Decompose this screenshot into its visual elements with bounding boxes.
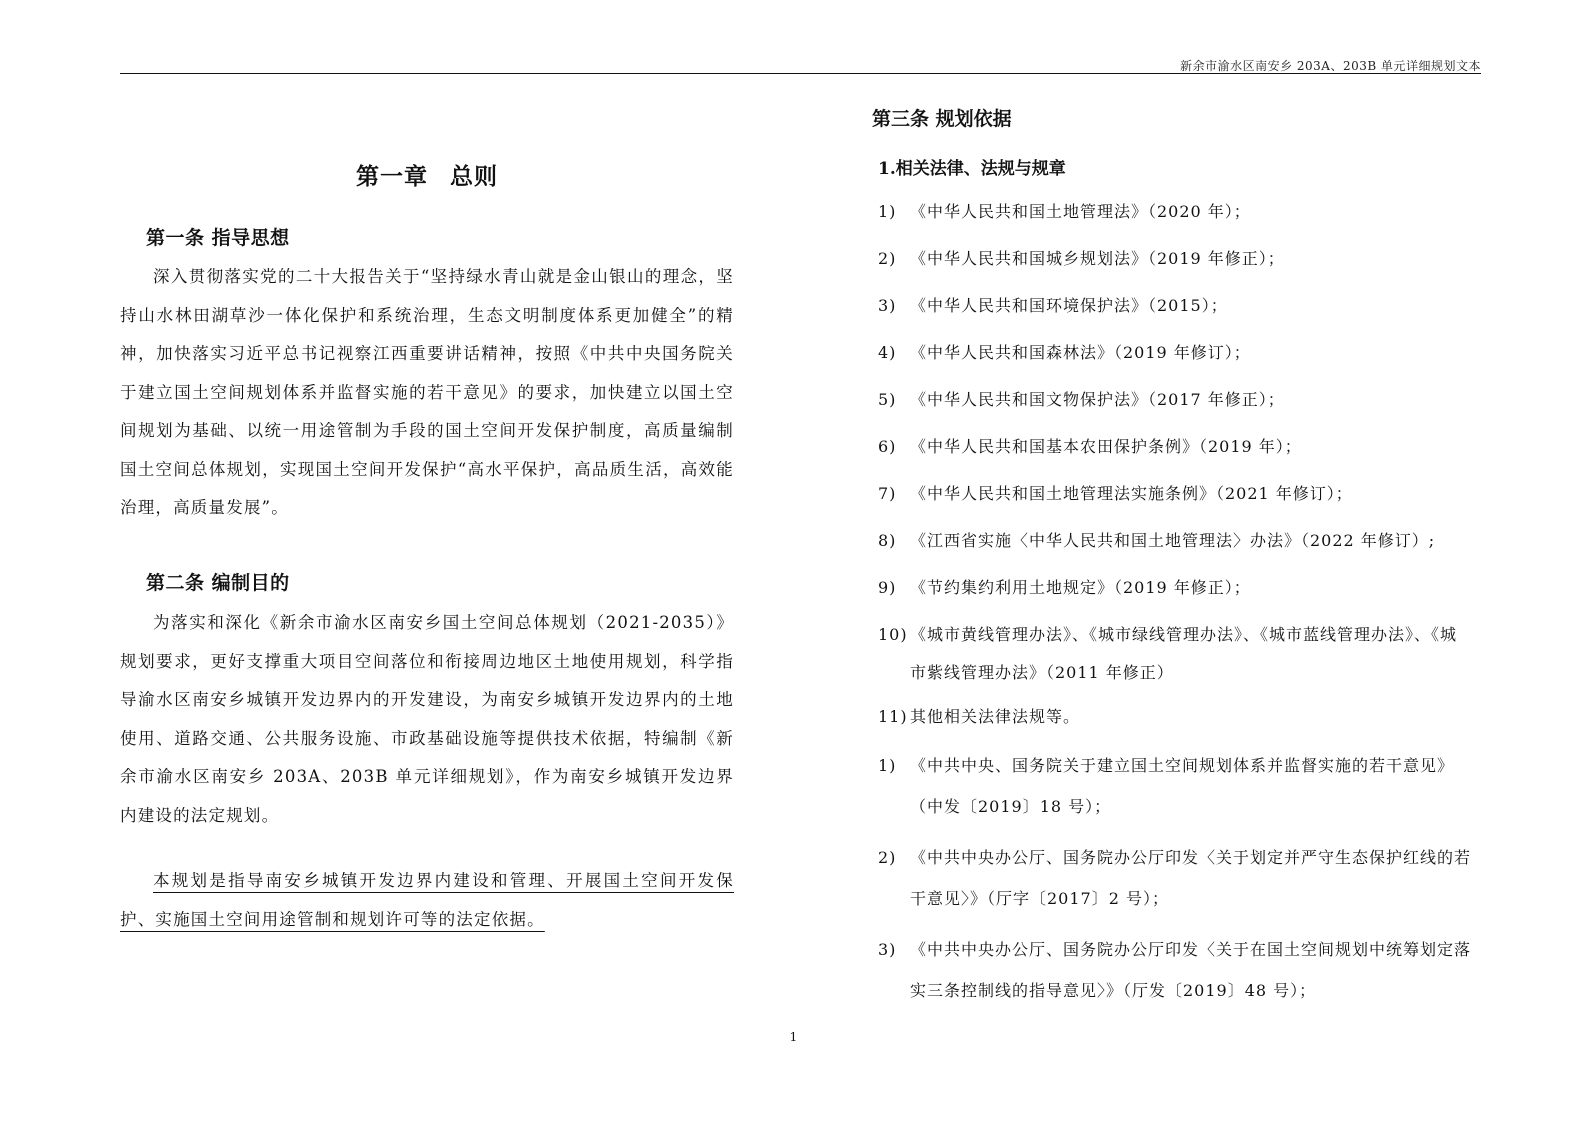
laws-subheading: 1.相关法律、法规与规章 [878,159,1066,179]
list-item: 11) 其他相关法律法规等。 [878,707,1081,726]
list-item: 7) 《中华人民共和国土地管理法实施条例》（2021 年修订）； [878,484,1353,503]
policies-list [872,745,1472,1011]
article-3-heading: 第三条 规划依据 [872,108,1012,130]
header-rule [120,73,1481,74]
list-item: 2) 《中华人民共和国城乡规划法》（2019 年修正）； [878,249,1285,268]
list-item: 3) 《中共中央办公厅、国务院办公厅印发〈关于在国土空间规划中统筹划定落实三条控制线的指导意见〉》（厅发〔2019〕48 号）； [878,940,1472,1000]
article-1-body: 深入贯彻落实党的二十大报告关于“坚持绿水青山就是金山银山的理念，坚持山水林田湖草沙一体化保护和系统治理，生态文明制度体系更加健全”的精神，加快落实习近平总书记视察江西重要讲话精神，按照《中共中央国务院关于建立国土空间规划体系并监督实施的若干意见》的要求，加快建立以国土空间规划为基础、以统一用途管制为手段的国土空间开发保护制度，高质量编制国土空间总体规划，实现国土空间开发保护“高水平保护，高品质生活，高效能治理，高质量发展”。 [120,267,734,517]
list-item: 1) 《中华人民共和国土地管理法》（2020 年）； [878,202,1251,221]
list-item: 6) 《中华人民共和国基本农田保护条例》（2019 年）； [878,437,1302,456]
page-number: 1 [789,1030,798,1044]
list-item: 9) 《节约集约利用土地规定》（2019 年修正）； [878,578,1251,597]
laws-list [872,193,1472,736]
list-item: 1) 《中共中央、国务院关于建立国土空间规划体系并监督实施的若干意见》（中发〔2019〕18 号）； [878,756,1455,816]
list-item: 10) 《城市黄线管理办法》、《城市绿线管理办法》、《城市蓝线管理办法》、《城市紫线管理办法》（2011 年修正） [878,625,1458,682]
article-1-heading: 第一条 指导思想 [146,227,290,249]
chapter-name: 总则 [450,163,498,190]
list-item: 3) 《中华人民共和国环境保护法》（2015）； [878,296,1228,315]
list-item: 8) 《江西省实施〈中华人民共和国土地管理法〉办法》（2022 年修订）; [878,531,1436,550]
article-2-heading: 第二条 编制目的 [146,572,290,594]
article-2-body: 为落实和深化《新余市渝水区南安乡国土空间总体规划（2021-2035）》规划要求，更好支撑重大项目空间落位和衔接周边地区土地使用规划，科学指导渝水区南安乡城镇开发边界内的开发建设，为南安乡城镇开发边界内的土地使用、道路交通、公共服务设施、市政基础设施等提供技术依据，特编制《新余市渝水区南安乡 203A、203B 单元详细规划》，作为南安乡城镇开发边界内建设的法定规划。 [120,613,734,825]
chapter-number: 第一章 [356,163,428,190]
chapter-title [120,158,734,191]
article-2-statement: 本规划是指导南安乡城镇开发边界内建设和管理、开展国土空间开发保护、实施国土空间用途管制和规划许可等的法定依据。 [120,871,734,929]
list-item: 4) 《中华人民共和国森林法》（2019 年修订）； [878,343,1251,362]
list-item: 2) 《中共中央办公厅、国务院办公厅印发〈关于划定并严守生态保护红线的若干意见〉》（厅字〔2017〕2 号）； [878,848,1472,908]
list-item: 5) 《中华人民共和国文物保护法》（2017 年修正）； [878,390,1285,409]
running-header-title: 新余市渝水区南安乡 203A、203B 单元详细规划文本 [1180,59,1481,73]
